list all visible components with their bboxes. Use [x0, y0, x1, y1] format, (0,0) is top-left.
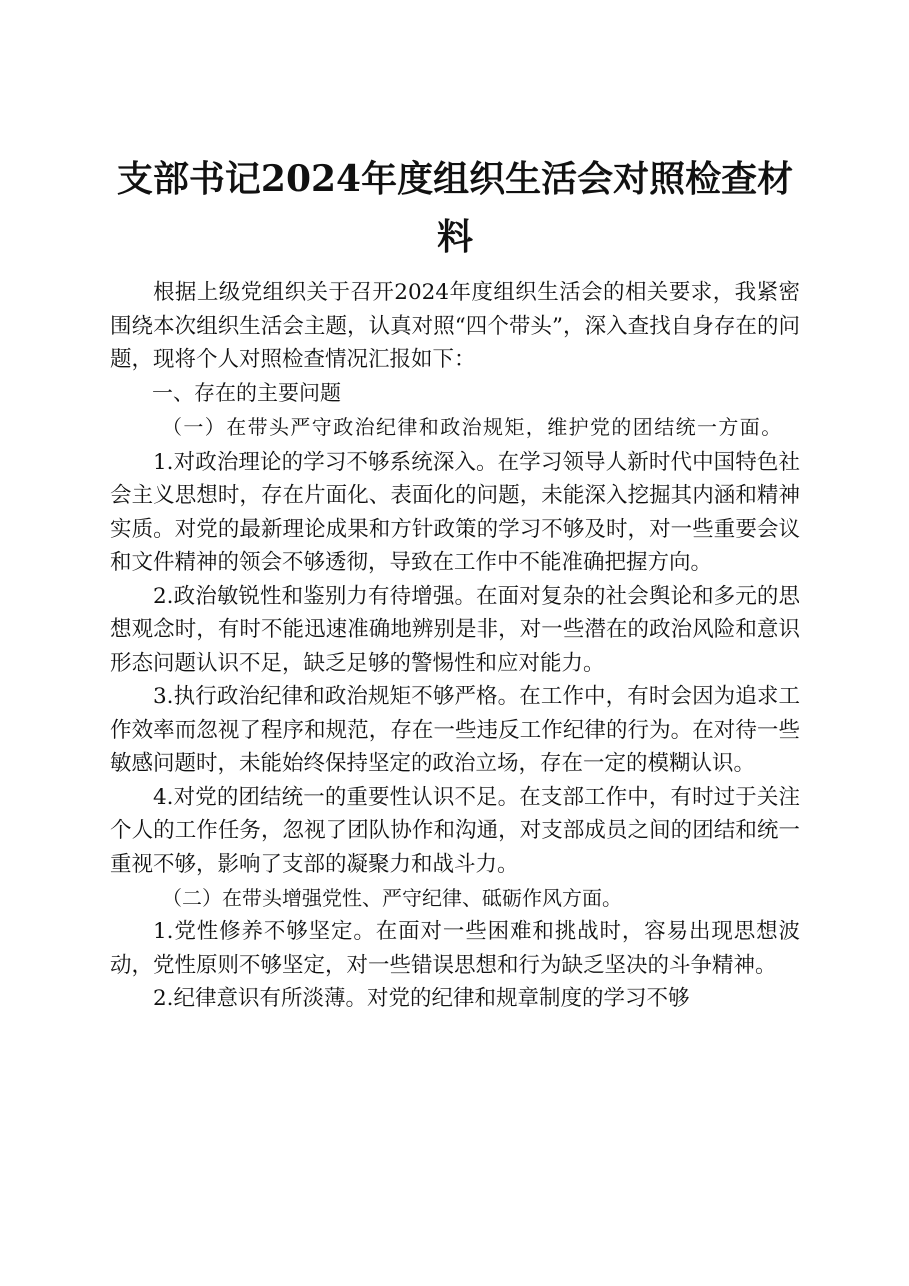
- section-heading-problems: 一、存在的主要问题: [152, 380, 341, 405]
- item-paragraph: 2.政治敏锐性和鉴别力有待增强。在面对复杂的社会舆论和多元的思想观念时，有时不能迅速准确地辨别是非，对一些潜在的政治风险和意识形态问题认识不足，缺乏足够的警惕性和应对能力。: [110, 583, 800, 676]
- subsection-heading-2: （二）在带头增强党性、严守纪律、砥砺作风方面。: [162, 886, 622, 910]
- item-paragraph: 1.党性修养不够坚定。在面对一些困难和挑战时，容易出现思想波动，党性原则不够坚定，对一些错误思想和行为缺乏坚决的斗争精神。: [110, 919, 800, 978]
- subsection-heading-1: （一）在带头严守政治纪律和政治规矩，维护党的团结统一方面。: [162, 414, 783, 439]
- intro-paragraph: 根据上级党组织关于召开2024年度组织生活会的相关要求，我紧密围绕本次组织生活会主题，认真对照“四个带头”，深入查找自身存在的问题，现将个人对照检查情况汇报如下：: [110, 280, 800, 372]
- item-paragraph: 2.纪律意识有所淡薄。对党的纪律和规章制度的学习不够: [153, 986, 690, 1011]
- item-paragraph: 3.执行政治纪律和政治规矩不够严格。在工作中，有时会因为追求工作效率而忽视了程序和规范，存在一些违反工作纪律的行为。在对待一些敏感问题时，未能始终保持坚定的政治立场，存在一定的模糊认识。: [110, 684, 800, 776]
- document-page: [110, 150, 800, 1016]
- item-paragraph: 1.对政治理论的学习不够系统深入。在学习领导人新时代中国特色社会主义思想时，存在片面化、表面化的问题，未能深入挖掘其内涵和精神实质。对党的最新理论成果和方针政策的学习不够及时，对一些重要会议和文件精神的领会不够透彻，导致在工作中不能准确把握方向。: [110, 449, 800, 575]
- document-title: 支部书记2024年度组织生活会对照检查材料: [116, 158, 794, 258]
- item-paragraph: 4.对党的团结统一的重要性认识不足。在支部工作中，有时过于关注个人的工作任务，忽视了团队协作和沟通，对支部成员之间的团结和统一重视不够，影响了支部的凝聚力和战斗力。: [110, 784, 800, 877]
